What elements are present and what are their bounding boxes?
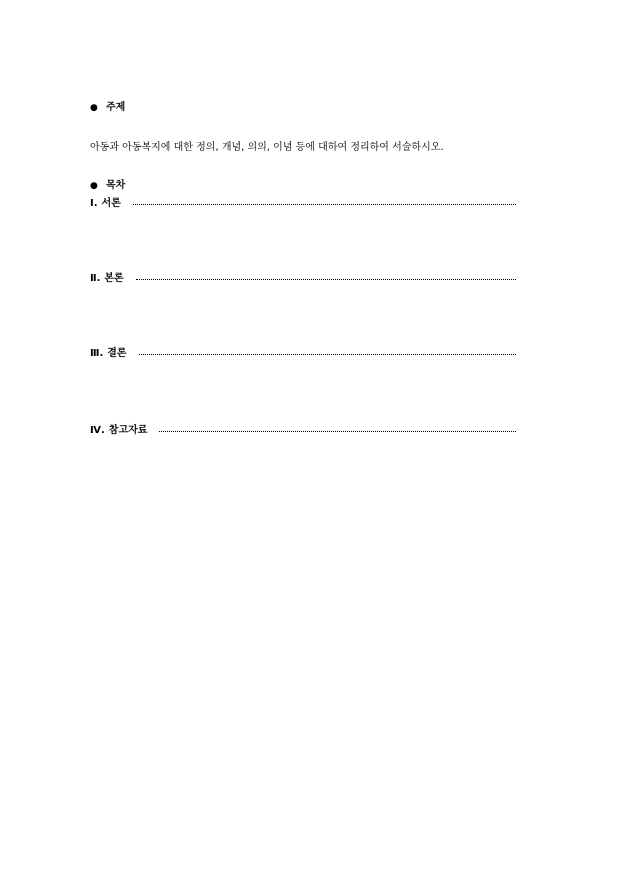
- topic-heading: [90, 102, 125, 114]
- dotted-leader: [136, 279, 516, 280]
- toc-heading: [90, 180, 125, 192]
- toc-item-number: Ⅰ.: [90, 198, 98, 209]
- bullet-icon: ●: [90, 103, 98, 113]
- toc-item-conclusion: [90, 348, 516, 360]
- toc-item-references: [90, 425, 516, 437]
- toc-item-title: 참고자료: [108, 425, 148, 436]
- toc-item-title: 서론: [101, 198, 121, 209]
- dotted-leader: [133, 204, 516, 205]
- dotted-leader: [159, 431, 516, 432]
- toc-item-number: Ⅳ.: [90, 425, 105, 436]
- toc-item-number: Ⅲ.: [90, 348, 104, 359]
- bullet-icon: ●: [90, 181, 98, 191]
- toc-item-title: 본론: [104, 273, 124, 284]
- topic-label: 주제: [106, 102, 126, 113]
- toc-label: 목차: [106, 180, 126, 191]
- dotted-leader: [139, 354, 516, 355]
- topic-text: 아동과 아동복지에 대한 정의, 개념, 의의, 이념 등에 대하여 정리하여 서술하시오.: [90, 142, 444, 153]
- toc-item-body: [90, 273, 516, 285]
- toc-item-title: 결론: [107, 348, 127, 359]
- toc-item-number: Ⅱ.: [90, 273, 101, 284]
- toc-item-introduction: [90, 198, 516, 210]
